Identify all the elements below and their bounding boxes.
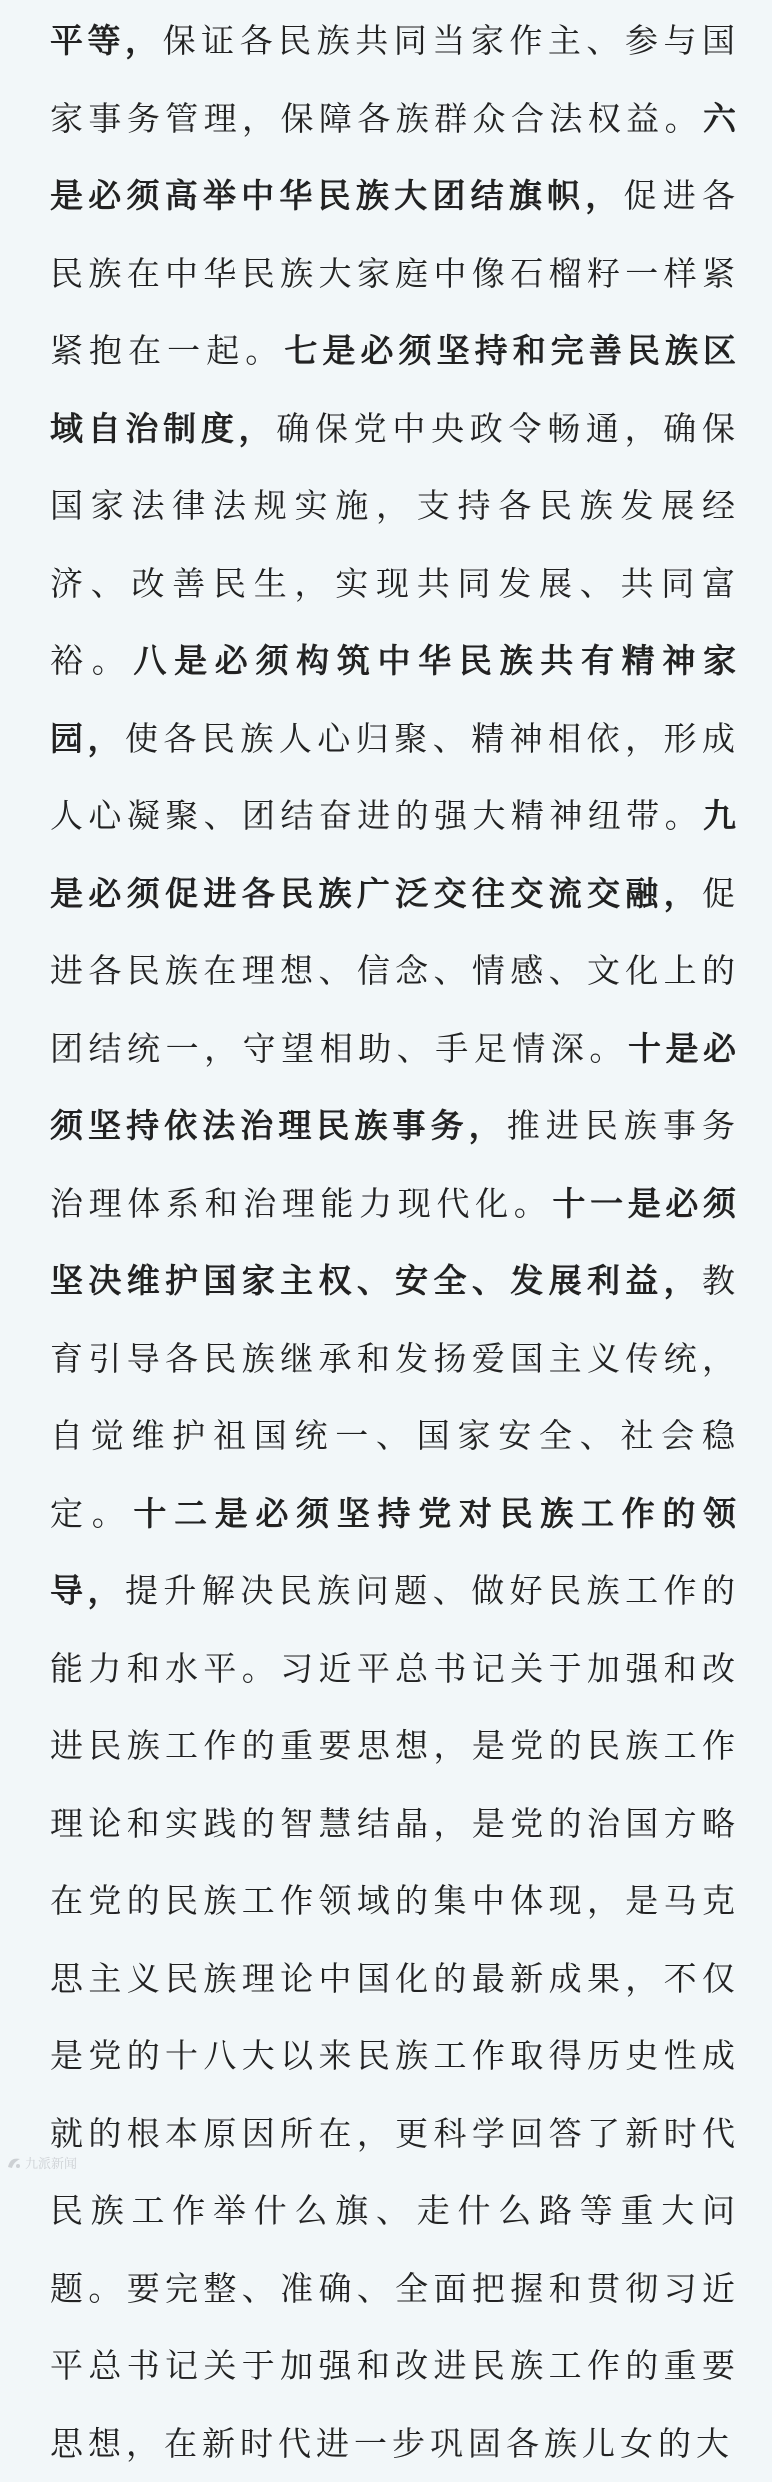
bold-phrase: 十二是必须坚持党对民族工作的领导， [50, 1493, 740, 1610]
watermark-text: 九派新闻 [25, 2157, 78, 2172]
bold-phrase: 六是必须高举中华民族大团结旗帜， [50, 98, 740, 215]
body-text: 促进各民族在理想、信念、情感、文化上的团结统一，守望相助、手足情深。 [50, 873, 740, 1068]
bold-phrase: 七是必须坚持和完善民族区域自治制度， [50, 331, 741, 448]
body-text: 教育引导各民族继承和发扬爱国主义传统，自觉维护祖国统一、国家安全、社会稳定。 [50, 1261, 740, 1533]
body-text: 保证各民族共同当家作主、参与国家事务管理，保障各族群众合法权益。 [50, 21, 741, 138]
bold-phrase: 平等， [50, 21, 163, 60]
bold-phrase: 八是必须构筑中华民族共有精神家园， [50, 641, 740, 758]
article-body [50, 2, 740, 2482]
body-text: 促进各民族在中华民族大家庭中像石榴籽一样紧紧抱在一起。 [50, 176, 741, 370]
bold-phrase: 十是必须坚持依法治理民族事务， [50, 1028, 741, 1145]
body-text: 确保党中央政令畅通，确保国家法律法规实施，支持各民族发展经济、改善民生，实现共同发展、共同富裕。 [50, 408, 741, 680]
body-text: 提升解决民族问题、做好民族工作的能力和水平。习近平总书记关于加强和改进民族工作的重要思想，是党的民族工作理论和实践的智慧结晶，是党的治国方略在党的民族工作领域的集中体现，是马克思主义民族理论中国化的最新成果，不仅是党的十八大以来民族工作取得历史性成就的根本原因所在，更科学回答了新时代民族工作举什么旗、走什么路等重大问题。要完整、准确、全面把握和贯彻习近平总书记关于加强和改进民族工作的重要思想，在新时代进一步巩固各族儿女的大 [50, 1571, 741, 2463]
body-text: 使各民族人心归聚、精神相依，形成人心凝聚、团结奋进的强大精神纽带。 [50, 718, 741, 835]
watermark [6, 2153, 77, 2172]
watermark-logo-icon [6, 2156, 22, 2170]
bold-phrase: 十一是必须坚决维护国家主权、安全、发展利益， [50, 1183, 741, 1300]
bold-phrase: 九是必须促进各民族广泛交往交流交融， [50, 796, 740, 913]
body-text: 推进民族事务治理体系和治理能力现代化。 [50, 1106, 741, 1223]
